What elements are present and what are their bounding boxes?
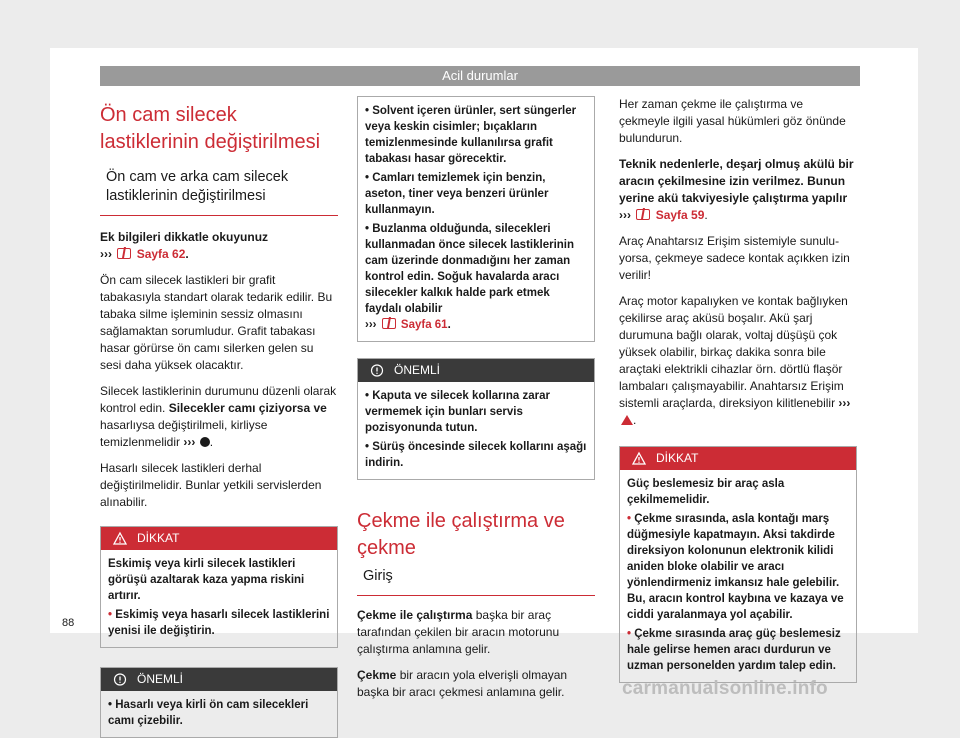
bullet-text: Kaputa ve silecek kollarına zarar vermemek için bunları servis pozisyonunda tutun. — [365, 390, 550, 434]
para-bold: Silecekler camı çiziyorsa ve — [168, 401, 327, 415]
paragraph — [357, 607, 595, 658]
page-ref[interactable] — [365, 319, 448, 331]
ref-page: Sayfa 61 — [400, 319, 448, 331]
notice-label: ÖNEMLİ — [394, 363, 441, 377]
info-circle-icon — [113, 673, 127, 686]
book-icon — [382, 318, 396, 329]
bullet-text: Buzlanma olduğunda, silecekleri kullanmadan önce silecek lastiklerinin cam üzerinde donmadığını her zaman kontrol edin. Soğuk havalarda aracı silecekler kalkık halde park etmek faydalı olabilir — [365, 223, 575, 315]
page-number: 88 — [62, 617, 75, 629]
para-bold: Teknik nedenlerle, deşarj olmuş akülü bir aracın çekilmesine izin verilmez. Bunun yerine akü takviyesiyle çalıştırma yapılır — [619, 157, 854, 205]
warning-triangle-icon — [113, 532, 127, 545]
book-icon — [636, 209, 650, 220]
warning-text: Eskimiş veya kirli silecek lastikleri görüşü azaltarak kaza yapma riskini artırır. — [108, 558, 305, 602]
warning-box-body — [620, 470, 856, 682]
notice-box-header — [358, 359, 594, 382]
para-text: başka bir araç tarafından çekilen bir aracın motorunu çalıştırma anlamına gelir. — [357, 608, 560, 656]
watermark: carmanualsonline.info — [622, 678, 828, 699]
paragraph — [357, 667, 595, 701]
bullet-text: Hasarlı veya kirli ön cam silecekleri camı çizebilir. — [108, 699, 309, 727]
paragraph-battery: Araç motor kapalıyken ve kontak bağlıyken çekilirse araç aküsü boşalır. Akü şarj durumuna bağlı olarak, voltaj düşüşü çok yüksek olabilir, birkaç dakika sonra bile araçtaki elektrikli cihazlar örn. dörtlü flaşör lambaları çalışmayabilir. Anahtarsız Erişim sistemli araçlarda, direksiyon kilitlenebilir ››› . — [619, 294, 851, 427]
warning-bullet: • Eskimiş veya hasarlı silecek lastiklerini yenisi ile değiştirin. — [108, 609, 330, 637]
column-3 — [619, 96, 857, 683]
ref-page: Sayfa 59 — [655, 208, 705, 222]
intro-label: Ek bilgileri dikkatle okuyunuz ››› Sayfa 62. — [100, 230, 269, 261]
section-subtitle: Ön cam ve arka cam silecek lastiklerinin değiştirilmesi — [100, 168, 338, 216]
warning-bullet: • Çekme sırasında araç güç beslemesiz hale gelirse hemen aracı durdurun ve uzman personelden yardım talep edin. — [627, 628, 841, 672]
notice-box-body — [101, 691, 337, 737]
warning-triangle-icon — [632, 452, 646, 465]
para-text: Araç motor kapalıyken ve kontak bağlıyken çekilirse araç aküsü boşalır. Akü şarj durumuna bağlı olarak, voltaj düşüşü çok yüksek olabilir, birkaç dakika sonra bile araçtaki elektrikli cihazlar örn. dörtlü flaşör lambaları çalışmayabilir. Anahtarsız Erişim sistemli araçlarda, direksiyon kilitlenebilir — [619, 294, 848, 410]
para-text: hasarlıysa değiştirilmeli, kirliyse temizlenmelidir — [100, 418, 268, 449]
para-text: Silecek lastiklerinin durumunu düzenli olarak kontrol edin. — [100, 384, 337, 415]
page-ref[interactable] — [619, 208, 704, 222]
warning-text: Güç beslemesiz bir araç asla çekilmemelidir. — [627, 478, 785, 506]
notice-bullet: • Buzlanma olduğunda, silecekleri kullanmadan önce silecek lastiklerinin cam üzerinde donmadığını her zaman kontrol edin. Soğuk havalarda aracı silecekler kalkık halde park etmek faydalı olabilir ››› Sayfa 61. — [365, 223, 575, 331]
ref-page: Sayfa 62 — [136, 247, 186, 261]
intro-page-ref[interactable] — [100, 247, 185, 261]
warning-box-body — [101, 550, 337, 647]
info-circle-icon — [370, 364, 384, 377]
section-subtitle: Giriş — [357, 567, 595, 596]
header-title: Acil durumlar — [100, 66, 860, 86]
ref-arrows: ››› — [838, 396, 851, 410]
notice-bullet: • Sürüş öncesinde silecek kollarını aşağı indirin. — [365, 441, 587, 469]
dot-icon — [200, 437, 210, 447]
paragraph: Her zaman çekme ile çalıştırma ve çekmeyle ilgili yasal hükümleri göz önünde bulundurun. — [619, 97, 846, 145]
para-bold: Çekme ile çalıştırma — [357, 608, 473, 622]
intro-label-text: Ek bilgileri dikkatle okuyunuz — [100, 230, 269, 244]
bullet-text: Solvent içeren ürünler, sert süngerler veya keskin cisimler; bıçakların temizlenmesinde kullanılırsa grafit tabakası hasar görecektir. — [365, 105, 577, 165]
warning-box-header — [620, 447, 856, 470]
bullet-text: Camları temizlemek için benzin, aseton, tiner veya benzeri ürünler kullanmayın. — [365, 172, 549, 216]
section-title: Ön cam silecek lastiklerinin değiştirilmesi — [100, 104, 321, 153]
bullet-text: Çekme sırasında araç güç beslemesiz hale gelirse hemen aracı durdurun ve uzman personelden yardım talep edin. — [627, 628, 841, 672]
column-1 — [100, 96, 338, 738]
notice-box — [357, 358, 595, 480]
continued-notice-box — [357, 96, 595, 342]
notice-box — [100, 667, 338, 738]
warning-box — [100, 526, 338, 648]
notice-box-header — [101, 668, 337, 691]
notice-box-body — [358, 382, 594, 479]
bullet-text: Çekme sırasında, asla kontağı marş düğmesiyle kapatmayın. Aksi takdirde direksiyon kolonunun elektronik kilidi aniden bloke olabilir ve aracı yönlendirmeniz imkansız hale gelebilir. Bu, aracın kontrol kaybına ve kazaya ve ciddi yaralanmaya yol açabilir. — [627, 513, 844, 621]
ref-arrows: ››› — [619, 208, 631, 222]
section-title: Çekme ile çalıştırma ve çekme — [357, 510, 565, 559]
paragraph: Hasarlı silecek lastikleri derhal değiştirilmelidir. Bunlar yetkili servislerden alınabilir. — [100, 461, 322, 509]
warning-bullet: • Çekme sırasında, asla kontağı marş düğmesiyle kapatmayın. Aksi takdirde direksiyon kolonunun elektronik kilidi aniden bloke olabilir ve aracı yönlendirmeniz imkansız hale gelebilir. Bu, aracın kontrol kaybına ve kazaya ve ciddi yaralanmaya yol açabilir. — [627, 513, 844, 621]
notice-bullet: • Camları temizlemek için benzin, aseton, tiner veya benzeri ürünler kullanmayın. — [365, 172, 549, 216]
column-2 — [357, 96, 595, 701]
paragraph: Araç Anahtarsız Erişim sistemiyle sunulu-yorsa, çekmeye sadece kontak açıkken izin verilir! — [619, 234, 850, 282]
bullet-text: Sürüş öncesinde silecek kollarını aşağı indirin. — [365, 441, 587, 469]
para-bold: Çekme — [357, 668, 397, 682]
book-icon — [117, 248, 131, 259]
notice-label: ÖNEMLİ — [137, 672, 184, 686]
ref-arrows: ››› — [100, 247, 112, 261]
paragraph-technical: Teknik nedenlerle, deşarj olmuş akülü bir aracın çekilmesine izin verilmez. Bunun yerine akü takviyesiyle çalıştırma yapılır ››› Sayfa 59. — [619, 157, 854, 222]
bullet-text: Eskimiş veya hasarlı silecek lastiklerini yenisi ile değiştirin. — [108, 609, 330, 637]
para-text: bir aracın yola elverişli olmayan başka bir aracı çekmesi anlamına gelir. — [357, 668, 568, 699]
warning-label: DİKKAT — [656, 451, 699, 465]
notice-bullet: • Hasarlı veya kirli ön cam silecekleri camı çizebilir. — [108, 699, 309, 727]
notice-box-body — [358, 97, 594, 341]
ref-arrows: ››› — [365, 319, 377, 331]
warning-box — [619, 446, 857, 683]
warning-label: DİKKAT — [137, 531, 180, 545]
paragraph: Ön cam silecek lastikleri bir grafit tabakasıyla standart olarak tedarik edilir. Bu tabaka silme işleminin sessiz olmasını sağlamaktan sorumludur. Grafit tabakası hasar görürse ön camı silerken gelen su sesi daha yüksek olacaktır. — [100, 273, 333, 372]
ref-arrows: ››› — [183, 435, 196, 449]
notice-bullet: • Solvent içeren ürünler, sert süngerler veya keskin cisimler; bıçakların temizlenmesinde kullanılırsa grafit tabakası hasar görecektir. — [365, 105, 577, 165]
notice-bullet: • Kaputa ve silecek kollarına zarar vermemek için bunları servis pozisyonunda tutun. — [365, 390, 550, 434]
warning-triangle-icon — [621, 415, 633, 425]
paragraph-inspect: Silecek lastiklerinin durumunu düzenli olarak kontrol edin. Silecekler camı çiziyorsa ve hasarlıysa değiştirilmeli, kirliyse temizlenmelidir ››› . — [100, 384, 337, 449]
warning-box-header — [101, 527, 337, 550]
